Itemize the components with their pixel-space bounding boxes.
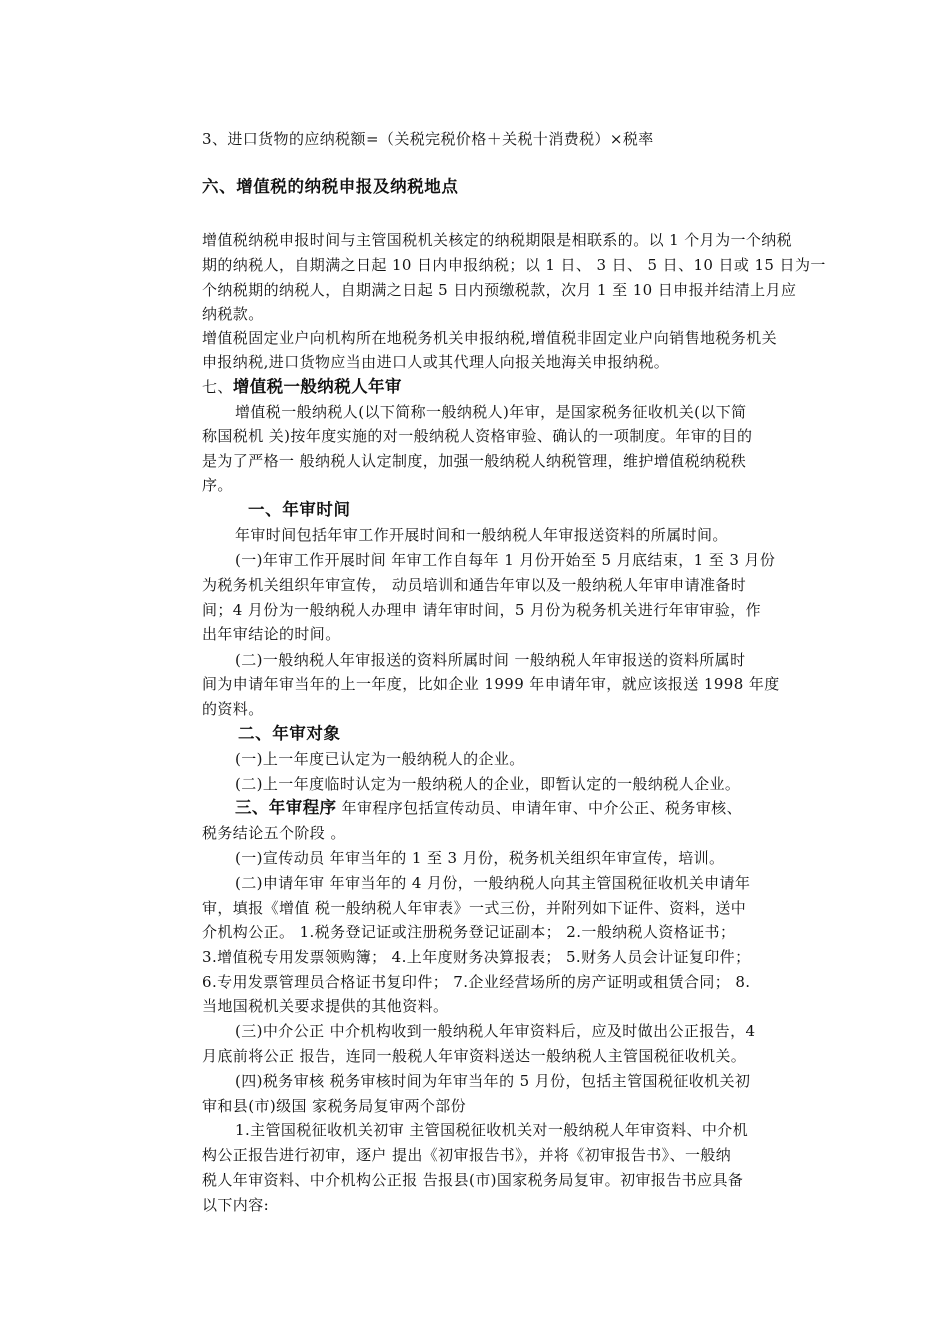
formula-line: 3、进口货物的应纳税额=（关税完税价格＋关税十消费税）×税率: [202, 130, 654, 148]
paragraph-line: 的资料。: [202, 700, 264, 718]
paragraph-line: 当地国税机关要求提供的其他资料。: [202, 997, 449, 1015]
paragraph-line: 审，填报《增值 税一般纳税人年审表》一式三份，并附列如下证件、资料，送中: [202, 899, 747, 917]
section7-heading: [202, 377, 402, 397]
paragraph-line: 出年审结论的时间。: [202, 625, 341, 643]
objects-heading: 二、年审对象: [238, 724, 341, 743]
paragraph-line: 审和县(市)级国 家税务局复审两个部份: [202, 1097, 467, 1115]
paragraph-line: 增值税一般纳税人(以下简称一般纳税人)年审，是国家税务征收机关(以下简: [235, 403, 747, 421]
paragraph-line: 年审时间包括年审工作开展时间和一般纳税人年审报送资料的所属时间。: [235, 526, 728, 544]
procedure-heading: 三、年审程序: [235, 798, 337, 817]
paragraph-line: 称国税机 关)按年度实施的对一般纳税人资格审验、确认的一项制度。年审的目的: [202, 427, 753, 445]
paragraph-line: 以下内容:: [202, 1196, 270, 1214]
section7-number: 七、: [202, 378, 233, 396]
paragraph-line: 增值税固定业户向机构所在地税务机关申报纳税,增值税非固定业户向销售地税务机关: [202, 329, 777, 347]
paragraph-line: (一)年审工作开展时间 年审工作自每年 1 月份开始至 5 月底结束，1 至 3 月份: [235, 551, 776, 569]
paragraph-line: 构公正报告进行初审，逐户 提出《初审报告书》，并将《初审报告书》、一般纳: [202, 1146, 732, 1164]
paragraph-line: 序。: [202, 476, 233, 494]
paragraph-line: 是为了严格一 般纳税人认定制度，加强一般纳税人纳税管理，维护增值税纳税秩: [202, 452, 747, 470]
procedure-heading-tail: 年审程序包括宣传动员、申请年审、中介公正、税务审核、: [336, 799, 742, 817]
paragraph-line: (二)申请年审 年审当年的 4 月份，一般纳税人向其主管国税征收机关申请年: [235, 874, 751, 892]
paragraph-line: (二)一般纳税人年审报送的资料所属时间 一般纳税人年审报送的资料所属时: [235, 651, 746, 669]
paragraph-line: 1.主管国税征收机关初审 主管国税征收机关对一般纳税人年审资料、中介机: [235, 1121, 749, 1139]
paragraph-line: 介机构公正。 1.税务登记证或注册税务登记证副本； 2.一般纳税人资格证书；: [202, 923, 736, 941]
time-heading: 一、年审时间: [248, 500, 351, 519]
paragraph-line: 个纳税期的纳税人，自期满之日起 5 日内预缴税款，次月 1 至 10 日申报并结清上月应: [202, 281, 797, 299]
paragraph-line: 月底前将公正 报告，连同一般税人年审资料送达一般纳税人主管国税征收机关。: [202, 1047, 747, 1065]
paragraph-line: 6.专用发票管理员合格证书复印件； 7.企业经营场所的房产证明或租赁合同； 8.: [202, 973, 751, 991]
paragraph-line: (四)税务审核 税务审核时间为年审当年的 5 月份，包括主管国税征收机关初: [235, 1072, 751, 1090]
section7-title: 增值税一般纳税人年审: [232, 377, 402, 396]
paragraph-line: 间为申请年审当年的上一年度，比如企业 1999 年申请年审，就应该报送 1998 年度: [202, 675, 780, 693]
paragraph-line: 申报纳税,进口货物应当由进口人或其代理人向报关地海关申报纳税。: [202, 353, 670, 371]
paragraph-line: 为税务机关组织年审宣传， 动员培训和通告年审以及一般纳税人年审申请准备时: [202, 576, 747, 594]
paragraph-line: 期的纳税人，自期满之日起 10 日内申报纳税；以 1 日、 3 日、 5 日、10 日或 15 日为一: [202, 256, 826, 274]
paragraph-line: 税人年审资料、中介机构公正报 告报县(市)国家税务局复审。初审报告书应具备: [202, 1171, 744, 1189]
paragraph-line: 纳税款。: [202, 305, 264, 323]
paragraph-line: (三)中介公正 中介机构收到一般纳税人年审资料后，应及时做出公正报告，4: [235, 1022, 756, 1040]
paragraph-line: 3.增值税专用发票领购簿； 4.上年度财务决算报表； 5.财务人员会计证复印件；: [202, 948, 751, 966]
procedure-heading-line: [235, 798, 742, 818]
paragraph-line: (一)宣传动员 年审当年的 1 至 3 月份，税务机关组织年审宣传，培训。: [235, 849, 725, 867]
section6-heading: 六、增值税的纳税申报及纳税地点: [202, 177, 459, 196]
paragraph-line: 税务结论五个阶段 。: [202, 824, 346, 842]
paragraph-line: 间；4 月份为一般纳税人办理申 请年审时间，5 月份为税务机关进行年审审验，作: [202, 601, 761, 619]
paragraph-line: (二)上一年度临时认定为一般纳税人的企业，即暂认定的一般纳税人企业。: [235, 775, 741, 793]
paragraph-line: (一)上一年度已认定为一般纳税人的企业。: [235, 750, 525, 768]
paragraph-line: 增值税纳税申报时间与主管国税机关核定的纳税期限是相联系的。以 1 个月为一个纳税: [202, 231, 793, 249]
